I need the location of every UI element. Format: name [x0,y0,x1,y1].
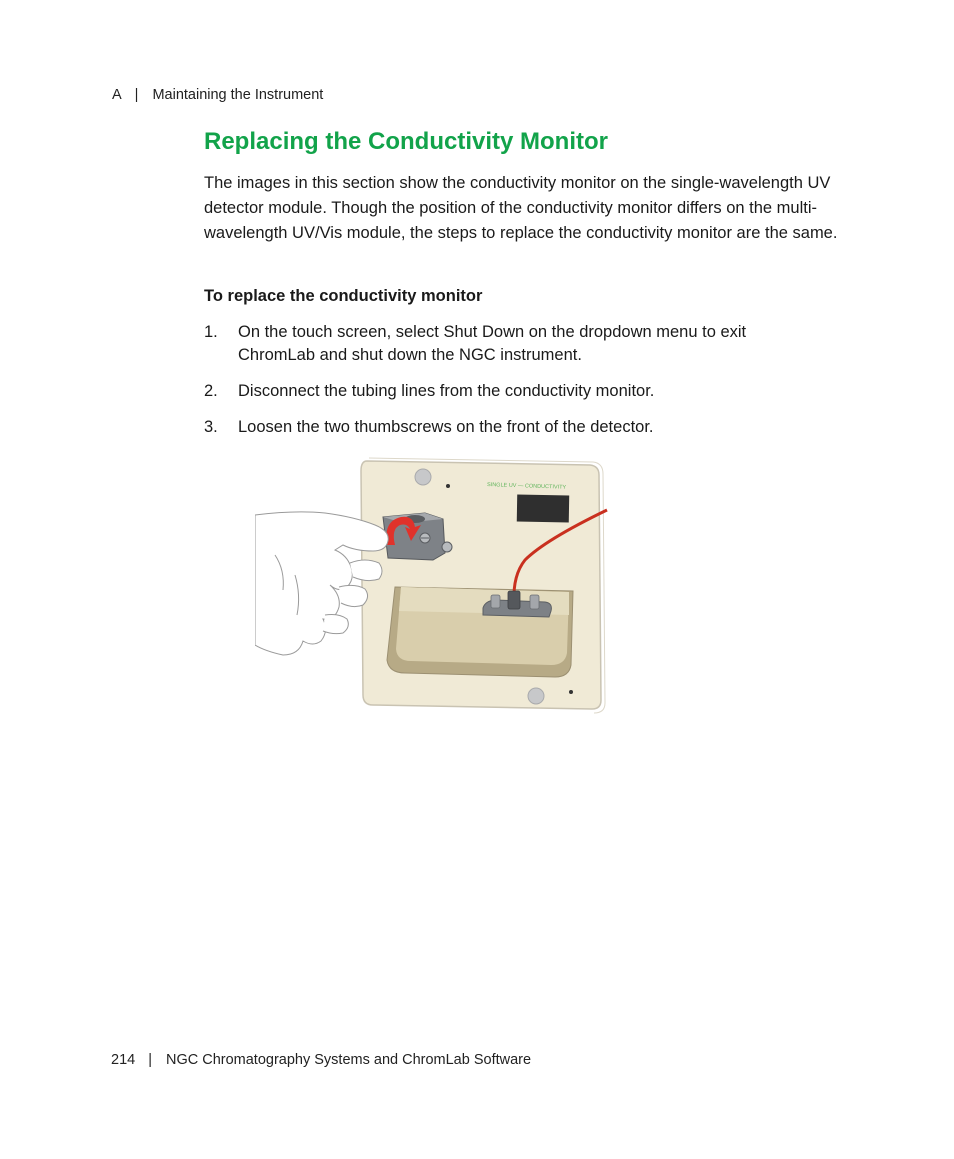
panel-label: SINGLE UV — CONDUCTIVITY [486,482,567,491]
step-item [204,321,824,367]
book-title: NGC Chromatography Systems and ChromLab Software [165,1052,532,1068]
step-text: On the touch screen, select Shut Down on the dropdown menu to exit ChromLab and shut down the NGC instrument. [238,323,747,364]
step-number: 2. [204,382,218,400]
section-title: Replacing the Conductivity Monitor [204,128,609,155]
indicator-dot [569,690,573,694]
header-separator: | [134,87,139,103]
indicator-dot [446,484,450,488]
mounting-hole [528,688,544,704]
running-header [112,87,323,103]
intro-paragraph: The images in this section show the conductivity monitor on the single-wavelength UV detector module. Though the position of the conductivity monitor differs on the multi-wavelength UV/Vis module, the steps to replace the conductivity monitor are the same. [204,174,838,242]
step-text: Disconnect the tubing lines from the conductivity monitor. [238,382,655,400]
page-number: 214 [111,1052,136,1068]
appendix-letter: A [112,87,122,103]
thumbscrew [442,542,452,552]
step-number: 1. [204,323,218,341]
step-number: 3. [204,418,218,436]
fitting [530,595,539,609]
fitting [508,591,520,609]
mounting-hole [415,469,431,485]
step-item [204,380,824,403]
step-text: Loosen the two thumbscrews on the front of the detector. [238,418,654,436]
running-footer [111,1052,531,1068]
chapter-title: Maintaining the Instrument [152,87,324,103]
display-window [517,495,569,523]
procedure-heading: To replace the conductivity monitor [204,287,483,305]
fitting [491,595,500,608]
step-item [204,416,824,439]
conductivity-monitor-illustration [255,455,615,717]
footer-separator: | [148,1052,152,1068]
procedure-steps [204,321,824,452]
